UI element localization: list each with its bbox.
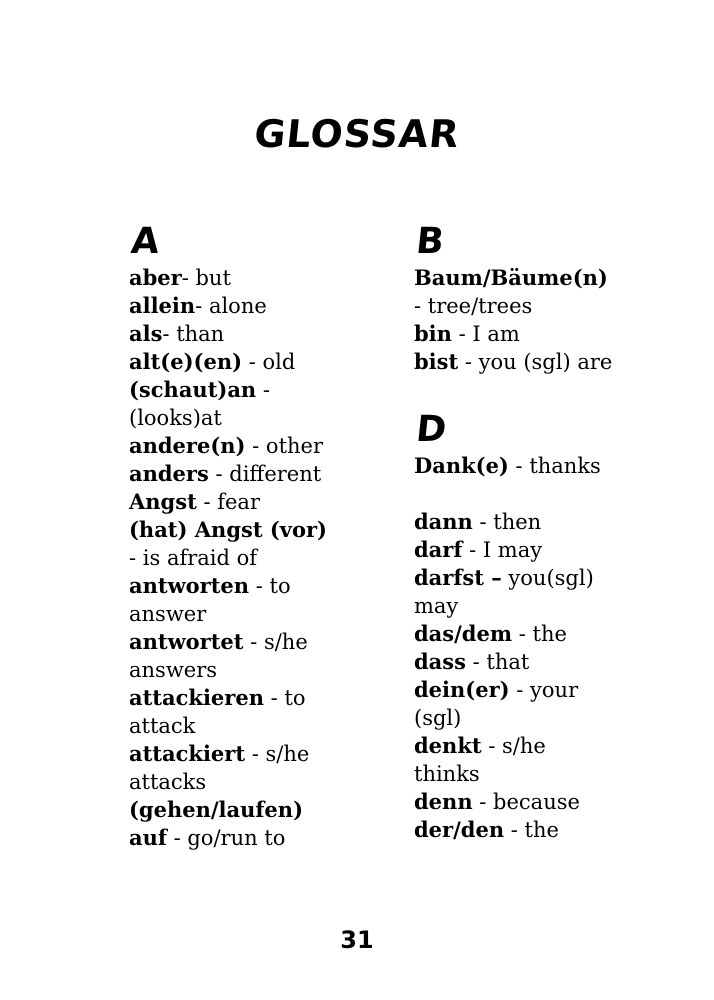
glossary-term: (gehen/laufen) <box>129 797 303 822</box>
glossary-definition: - I may <box>462 538 543 562</box>
section-letter-a: A <box>129 221 162 262</box>
glossary-term: antworten <box>129 573 250 598</box>
glossary-definition: - is afraid of <box>129 546 258 570</box>
glossary-term: alt(e)(en) <box>129 349 243 374</box>
section-letter-d: D <box>414 409 449 450</box>
entry-list-d-1 <box>414 452 684 480</box>
glossary-definition: - the <box>512 622 567 646</box>
glossary-entry-line <box>414 620 684 648</box>
glossary-entry-line <box>129 516 379 544</box>
glossary-entry-line <box>129 404 379 432</box>
page-title: GLOSSAR <box>252 112 462 156</box>
glossary-term: das/dem <box>414 621 513 646</box>
glossary-entry-line <box>129 600 379 628</box>
glossary-definition: answers <box>129 658 218 682</box>
glossary-term: anders <box>129 461 209 486</box>
glossary-definition: - other <box>245 434 324 458</box>
glossary-entry-line <box>414 264 684 292</box>
glossary-definition: - to <box>249 574 291 598</box>
glossary-term: dein(er) <box>414 677 510 702</box>
glossary-entry-line <box>129 796 379 824</box>
glossary-definition: - thanks <box>508 454 601 478</box>
glossary-entry-line <box>414 592 684 620</box>
glossary-entry-line <box>129 488 379 516</box>
glossary-entry-line <box>129 824 379 852</box>
glossary-term: denn <box>414 789 473 814</box>
glossary-definition: - that <box>465 650 530 674</box>
glossary-term: Dank(e) <box>414 453 509 478</box>
page-number: 31 <box>340 926 374 954</box>
entry-list-a <box>129 264 379 852</box>
glossary-definition: - tree/trees <box>414 294 533 318</box>
glossary-term: (hat) Angst (vor) <box>129 517 327 542</box>
glossary-term: andere(n) <box>129 433 246 458</box>
glossary-definition: attack <box>129 714 196 738</box>
glossary-entry-line <box>129 656 379 684</box>
glossary-term: darfst – <box>414 565 502 590</box>
glossary-column-right <box>414 222 684 844</box>
glossary-term: der/den <box>414 817 505 842</box>
glossary-entry-line <box>414 564 684 592</box>
glossary-definition: - fear <box>196 490 260 514</box>
glossary-definition: attacks <box>129 770 207 794</box>
glossary-term: als <box>129 321 163 346</box>
glossary-entry-line <box>129 460 379 488</box>
glossary-entry-line <box>129 292 379 320</box>
glossary-entry-line <box>129 684 379 712</box>
glossary-definition: - but <box>181 266 231 290</box>
glossary-entry-line <box>414 760 684 788</box>
glossary-definition: - <box>256 378 270 402</box>
section-letter-b: B <box>414 221 446 262</box>
glossary-term: Baum/Bäume(n) <box>414 265 608 290</box>
entry-spacer <box>414 480 684 508</box>
glossary-definition: you(sgl) <box>501 566 594 590</box>
glossary-entry-line <box>129 432 379 460</box>
glossary-entry-line <box>129 320 379 348</box>
glossary-column-left <box>129 222 379 852</box>
glossary-term: denkt <box>414 733 482 758</box>
glossary-definition: - go/run to <box>166 826 286 850</box>
glossary-definition: (sgl) <box>414 706 462 730</box>
glossary-entry-line <box>129 768 379 796</box>
glossary-definition: answer <box>129 602 207 626</box>
section-spacer <box>414 376 684 410</box>
glossary-entry-line <box>414 508 684 536</box>
glossary-entry-line <box>129 264 379 292</box>
entry-list-d-2 <box>414 508 684 844</box>
glossary-entry-line <box>414 292 684 320</box>
glossary-definition: - I am <box>451 322 520 346</box>
glossary-definition: - s/he <box>481 734 546 758</box>
glossary-term: darf <box>414 537 463 562</box>
glossary-entry-line <box>129 628 379 656</box>
glossary-definition: - different <box>208 462 322 486</box>
glossary-entry-line <box>414 676 684 704</box>
glossary-term: dass <box>414 649 466 674</box>
glossary-definition: - to <box>263 686 306 710</box>
glossary-entry-line <box>129 544 379 572</box>
glossary-entry-line <box>129 712 379 740</box>
glossary-entry-line <box>414 648 684 676</box>
glossary-definition: - the <box>504 818 559 842</box>
glossary-term: Angst <box>129 489 197 514</box>
glossary-entry-line <box>129 740 379 768</box>
glossary-definition: thinks <box>414 762 480 786</box>
glossary-definition: - because <box>472 790 580 814</box>
glossary-entry-line <box>129 376 379 404</box>
glossary-entry-line <box>414 452 684 480</box>
glossary-term: auf <box>129 825 167 850</box>
glossary-definition: - old <box>242 350 296 374</box>
glossary-term: (schaut)an <box>129 377 257 402</box>
glossary-term: aber <box>129 265 182 290</box>
glossary-definition: - alone <box>195 294 267 318</box>
glossary-definition: - your <box>509 678 579 702</box>
glossary-definition: - than <box>162 322 225 346</box>
entry-list-b <box>414 264 684 376</box>
glossary-definition: - you (sgl) are <box>458 350 613 374</box>
glossary-entry-line <box>414 788 684 816</box>
glossary-definition: - then <box>472 510 542 534</box>
glossary-definition: - s/he <box>243 630 308 654</box>
glossary-entry-line <box>414 816 684 844</box>
glossary-term: attackieren <box>129 685 264 710</box>
glossary-definition: (looks)at <box>129 406 222 430</box>
glossary-term: dann <box>414 509 473 534</box>
glossary-entry-line <box>414 536 684 564</box>
glossary-entry-line <box>414 704 684 732</box>
glossary-term: bist <box>414 349 459 374</box>
glossary-definition: - s/he <box>245 742 310 766</box>
glossary-entry-line <box>414 348 684 376</box>
glossary-entry-line <box>414 320 684 348</box>
glossary-term: allein <box>129 293 196 318</box>
glossary-term: antwortet <box>129 629 244 654</box>
glossary-definition: may <box>414 594 459 618</box>
glossary-entry-line <box>129 572 379 600</box>
glossary-term: bin <box>414 321 452 346</box>
glossary-entry-line <box>414 732 684 760</box>
glossary-term: attackiert <box>129 741 246 766</box>
glossary-entry-line <box>129 348 379 376</box>
